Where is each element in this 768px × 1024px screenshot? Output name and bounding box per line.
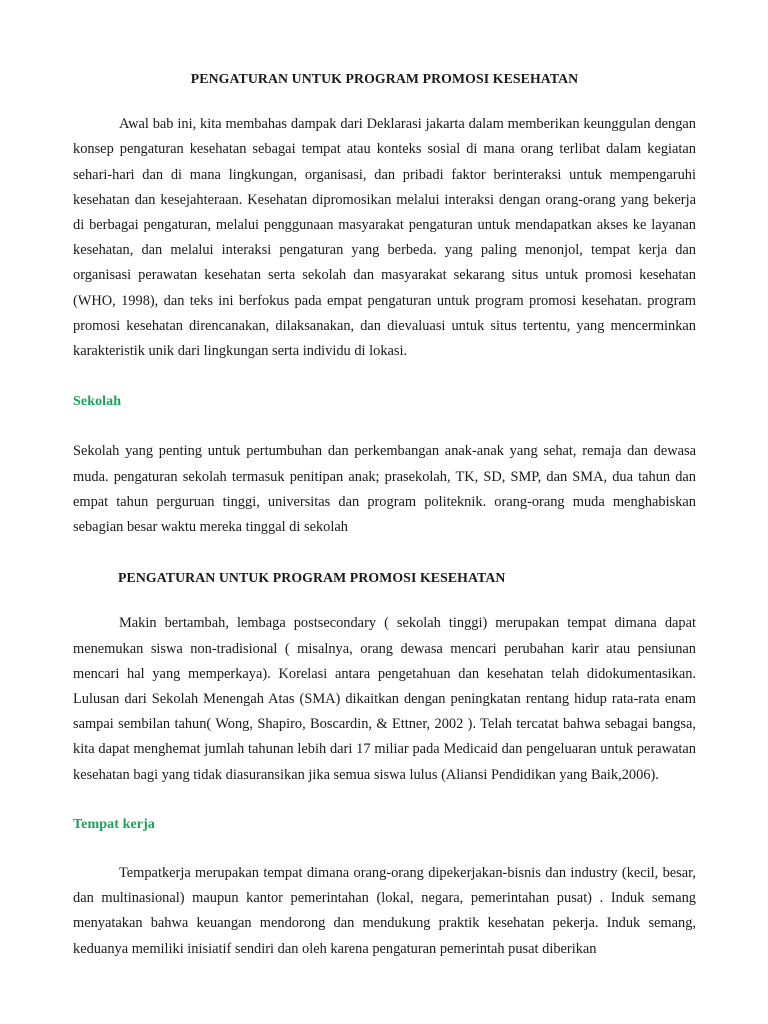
section-heading-workplace: Tempat kerja (73, 816, 155, 832)
workplace-paragraph: Tempatkerja merupakan tempat dimana orang-orang dipekerjakan-bisnis dan industry (kecil, besar, dan multinasional) maupun kantor pemerintahan (lokal, negara, pemerintahan pusat) . Induk semang menyatakan bahwa keuangan mendorong dan mendukung praktik kesehatan pekerja. Induk semang, keduanya memiliki inisiatif sendiri dan oleh karena pengaturan pemerintah pusat diberikan (73, 865, 696, 957)
intro-paragraph: Awal bab ini, kita membahas dampak dari Deklarasi jakarta dalam memberikan keunggulan dengan konsep pengaturan kesehatan sebagai tempat atau konteks sosial di mana orang terlibat dalam kegiatan sehari-hari dan di mana lingkungan, organisasi, dan pribadi faktor berinteraksi untuk mempengaruhi kesehatan dan kesejahteraan. Kesehatan dipromosikan melalui interaksi dengan orang-orang yang bekerja di berbagai pengaturan, melalui penggunaan masyarakat pengaturan untuk mendapatkan akses ke layanan kesehatan, dan melalui interaksi pengaturan yang berbeda. yang paling menonjol, tempat kerja dan organisasi perawatan kesehatan serta sekolah dan masyarakat sekarang situs untuk promosi kesehatan (WHO, 1998), dan teks ini berfokus pada empat pengaturan untuk program promosi kesehatan. program promosi kesehatan direncanakan, dilaksanakan, dan dievaluasi untuk situs tertentu, yang mencerminkan karakteristik unik dari lingkungan serta individu di lokasi. (73, 116, 696, 360)
school-paragraph: Sekolah yang penting untuk pertumbuhan dan perkembangan anak-anak yang sehat, remaja dan dewasa muda. pengaturan sekolah termasuk penitipan anak; prasekolah, TK, SD, SMP, dan SMA, dua tahun dan empat tahun perguruan tinggi, universitas dan program politeknik. orang-orang muda menghabiskan sebagian besar waktu mereka tinggal di sekolah (73, 443, 696, 536)
document-title: PENGATURAN UNTUK PROGRAM PROMOSI KESEHATAN (190, 71, 579, 86)
postsecondary-paragraph: Makin bertambah, lembaga postsecondary ( sekolah tinggi) merupakan tempat dimana dapat menemukan siswa non-tradisional ( misalnya, orang dewasa mencari perubahan karir atau pensiunan mencari hal yang memperkaya). Korelasi antara pengetahuan dan kesehatan telah didokumentasikan. Lulusan dari Sekolah Menengah Atas (SMA) dikaitkan dengan peningkatan rentang hidup rata-rata enam sampai sembilan tahun( Wong, Shapiro, Boscardin, & Ettner, 2002 ). Telah tercatat bahwa sebagai bangsa, kita dapat menghemat jumlah tahunan lebih dari 17 miliar pada Medicaid dan pengeluaran untuk perawatan kesehatan bagi yang tidak diasuransikan jika semua siswa lulus (Aliansi Pendidikan yang Baik,2006). (73, 615, 696, 783)
document-subtitle: PENGATURAN UNTUK PROGRAM PROMOSI KESEHATAN (118, 570, 506, 586)
section-heading-school: Sekolah (73, 394, 122, 410)
